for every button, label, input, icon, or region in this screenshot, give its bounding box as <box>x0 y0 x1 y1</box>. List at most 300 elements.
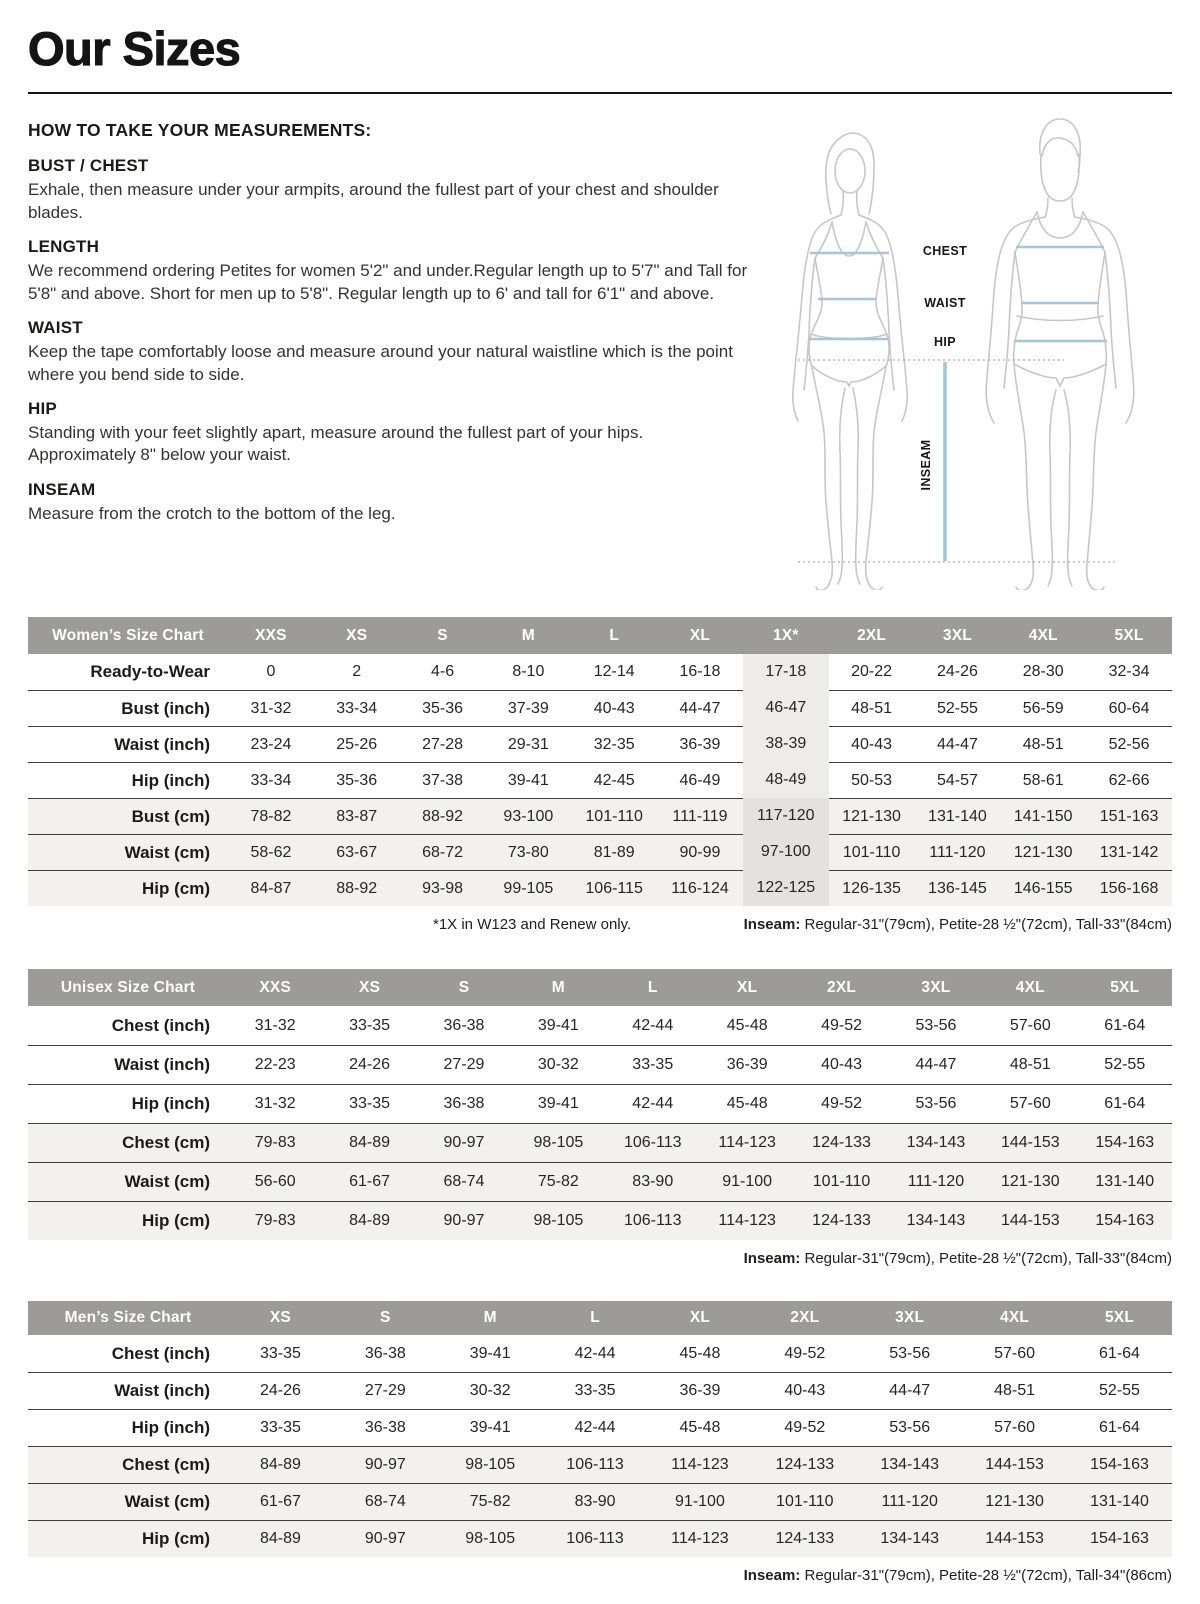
size-value-cell: 49-52 <box>752 1409 857 1446</box>
size-value-cell: 39-41 <box>511 1006 605 1045</box>
row-label: Waist (inch) <box>28 1045 228 1084</box>
size-value-cell: 44-47 <box>915 726 1001 762</box>
size-value-cell: 58-62 <box>228 834 314 870</box>
size-value-cell: 101-110 <box>829 834 915 870</box>
size-value-cell: 131-140 <box>1067 1483 1172 1520</box>
size-value-cell: 90-97 <box>333 1446 438 1483</box>
size-column-header: 3XL <box>915 617 1001 654</box>
size-value-cell: 40-43 <box>829 726 915 762</box>
size-value-cell: 122-125 <box>743 870 829 906</box>
size-column-header: 2XL <box>794 969 888 1006</box>
inseam-note-text: Regular-31"(79cm), Petite-28 ½"(72cm), Tall-33"(84cm) <box>800 1250 1172 1268</box>
size-value-cell: 97-100 <box>743 834 829 870</box>
size-value-cell: 106-113 <box>606 1123 700 1162</box>
section-text: Standing with your feet slightly apart, measure around the fullest part of your hips. Approximately 8" below your waist. <box>28 422 644 465</box>
size-value-cell: 57-60 <box>983 1006 1077 1045</box>
size-value-cell: 124-133 <box>752 1520 857 1557</box>
size-charts-section <box>28 617 1172 1584</box>
unisex-size-chart-table <box>28 969 1172 1240</box>
section-text: Measure from the crotch to the bottom of the leg. <box>28 503 396 523</box>
size-value-cell: 24-26 <box>322 1045 416 1084</box>
size-value-cell: 61-64 <box>1078 1006 1172 1045</box>
size-column-header: 3XL <box>857 1301 962 1335</box>
size-value-cell: 68-74 <box>333 1483 438 1520</box>
size-column-header: XS <box>314 617 400 654</box>
row-label: Chest (cm) <box>28 1446 228 1483</box>
size-value-cell: 36-39 <box>648 1372 753 1409</box>
size-value-cell: 27-29 <box>417 1045 511 1084</box>
size-value-cell: 36-39 <box>657 726 743 762</box>
size-value-cell: 114-123 <box>648 1446 753 1483</box>
size-value-cell: 106-113 <box>606 1201 700 1240</box>
row-label: Chest (cm) <box>28 1123 228 1162</box>
size-value-cell: 134-143 <box>889 1123 983 1162</box>
table-title: Men’s Size Chart <box>28 1301 228 1335</box>
row-label: Chest (inch) <box>28 1335 228 1372</box>
size-value-cell: 27-28 <box>400 726 486 762</box>
size-value-cell: 93-98 <box>400 870 486 906</box>
size-value-cell: 134-143 <box>889 1201 983 1240</box>
table-title: Unisex Size Chart <box>28 969 228 1006</box>
size-column-header: XL <box>700 969 794 1006</box>
size-value-cell: 61-64 <box>1067 1335 1172 1372</box>
size-column-header: S <box>400 617 486 654</box>
size-value-cell: 114-123 <box>700 1123 794 1162</box>
size-column-header: 5XL <box>1078 969 1172 1006</box>
measurement-row <box>28 1045 1172 1084</box>
size-value-cell: 28-30 <box>1000 654 1086 690</box>
size-value-cell: 154-163 <box>1067 1520 1172 1557</box>
measurement-row <box>28 1201 1172 1240</box>
size-value-cell: 39-41 <box>511 1084 605 1123</box>
section-label: LENGTH <box>28 237 100 257</box>
size-value-cell: 56-60 <box>228 1162 322 1201</box>
womens-chart-notes <box>28 916 1172 933</box>
size-value-cell: 84-89 <box>322 1123 416 1162</box>
size-value-cell: 36-38 <box>333 1409 438 1446</box>
size-value-cell: 17-18 <box>743 654 829 690</box>
size-value-cell: 39-41 <box>438 1335 543 1372</box>
size-value-cell: 38-39 <box>743 726 829 762</box>
size-value-cell: 30-32 <box>511 1045 605 1084</box>
size-value-cell: 79-83 <box>228 1123 322 1162</box>
size-value-cell: 57-60 <box>983 1084 1077 1123</box>
size-value-cell: 117-120 <box>743 798 829 834</box>
size-value-cell: 31-32 <box>228 1084 322 1123</box>
size-value-cell: 101-110 <box>571 798 657 834</box>
size-value-cell: 106-113 <box>543 1520 648 1557</box>
size-column-header: 5XL <box>1067 1301 1172 1335</box>
inseam-note-text: Regular-31"(79cm), Petite-28 ½"(72cm), Tall-34"(86cm) <box>800 1567 1172 1585</box>
size-value-cell: 54-57 <box>915 762 1001 798</box>
measurement-row <box>28 1006 1172 1045</box>
size-value-cell: 106-113 <box>543 1446 648 1483</box>
size-value-cell: 61-67 <box>228 1483 333 1520</box>
mens-size-chart-table <box>28 1301 1172 1557</box>
size-value-cell: 75-82 <box>438 1483 543 1520</box>
instructions-column <box>28 120 748 595</box>
size-column-header: M <box>438 1301 543 1335</box>
measurement-row <box>28 1162 1172 1201</box>
measurement-lines <box>808 247 1107 561</box>
size-value-cell: 58-61 <box>1000 762 1086 798</box>
row-label: Hip (cm) <box>28 1201 228 1240</box>
size-value-cell: 53-56 <box>889 1006 983 1045</box>
size-value-cell: 111-119 <box>657 798 743 834</box>
size-value-cell: 32-35 <box>571 726 657 762</box>
unisex-chart-notes <box>28 1250 1172 1267</box>
row-label: Waist (inch) <box>28 1372 228 1409</box>
size-value-cell: 90-97 <box>417 1201 511 1240</box>
hip-label: HIP <box>933 335 957 350</box>
row-label: Chest (inch) <box>28 1006 228 1045</box>
row-label: Waist (cm) <box>28 1483 228 1520</box>
size-value-cell: 48-51 <box>962 1372 1067 1409</box>
mens-chart-notes <box>28 1567 1172 1584</box>
size-value-cell: 114-123 <box>700 1201 794 1240</box>
size-value-cell: 36-38 <box>333 1335 438 1372</box>
size-value-cell: 84-89 <box>228 1446 333 1483</box>
size-value-cell: 141-150 <box>1000 798 1086 834</box>
size-column-header: S <box>417 969 511 1006</box>
size-value-cell: 0 <box>228 654 314 690</box>
size-value-cell: 60-64 <box>1086 690 1172 726</box>
size-value-cell: 75-82 <box>511 1162 605 1201</box>
size-value-cell: 134-143 <box>857 1520 962 1557</box>
size-value-cell: 40-43 <box>571 690 657 726</box>
size-value-cell: 4-6 <box>400 654 486 690</box>
size-value-cell: 99-105 <box>485 870 571 906</box>
size-value-cell: 106-115 <box>571 870 657 906</box>
size-value-cell: 12-14 <box>571 654 657 690</box>
size-value-cell: 48-51 <box>983 1045 1077 1084</box>
size-value-cell: 46-47 <box>743 690 829 726</box>
size-value-cell: 83-90 <box>606 1162 700 1201</box>
section-waist <box>28 318 748 386</box>
size-value-cell: 33-35 <box>322 1084 416 1123</box>
row-label: Hip (cm) <box>28 1520 228 1557</box>
size-value-cell: 33-34 <box>228 762 314 798</box>
row-label: Hip (inch) <box>28 1409 228 1446</box>
row-label: Waist (cm) <box>28 1162 228 1201</box>
size-value-cell: 121-130 <box>962 1483 1067 1520</box>
size-column-header: 2XL <box>752 1301 857 1335</box>
size-value-cell: 126-135 <box>829 870 915 906</box>
size-value-cell: 48-51 <box>829 690 915 726</box>
section-label: HIP <box>28 398 57 418</box>
size-value-cell: 36-38 <box>417 1006 511 1045</box>
section-label: BUST / CHEST <box>28 156 149 176</box>
size-value-cell: 35-36 <box>400 690 486 726</box>
size-value-cell: 88-92 <box>400 798 486 834</box>
size-value-cell: 49-52 <box>794 1084 888 1123</box>
size-value-cell: 25-26 <box>314 726 400 762</box>
measurement-row <box>28 1372 1172 1409</box>
size-column-header: L <box>543 1301 648 1335</box>
row-label: Hip (inch) <box>28 762 228 798</box>
measurement-instructions-section <box>28 120 1172 595</box>
size-value-cell: 84-89 <box>322 1201 416 1240</box>
section-label: WAIST <box>28 318 83 338</box>
size-value-cell: 23-24 <box>228 726 314 762</box>
measurement-row <box>28 1446 1172 1483</box>
size-column-header: S <box>333 1301 438 1335</box>
size-value-cell: 31-32 <box>228 1006 322 1045</box>
row-label: Hip (inch) <box>28 1084 228 1123</box>
size-value-cell: 48-51 <box>1000 726 1086 762</box>
measurement-row <box>28 1084 1172 1123</box>
womens-1x-footnote: *1X in W123 and Renew only. <box>433 916 632 934</box>
size-column-header: XXS <box>228 617 314 654</box>
size-value-cell: 81-89 <box>571 834 657 870</box>
size-value-cell: 37-39 <box>485 690 571 726</box>
size-value-cell: 27-29 <box>333 1372 438 1409</box>
size-value-cell: 111-120 <box>857 1483 962 1520</box>
row-label: Bust (inch) <box>28 690 228 726</box>
size-value-cell: 68-72 <box>400 834 486 870</box>
size-value-cell: 50-53 <box>829 762 915 798</box>
size-value-cell: 131-140 <box>915 798 1001 834</box>
size-value-cell: 84-89 <box>228 1520 333 1557</box>
size-value-cell: 111-120 <box>915 834 1001 870</box>
inseam-label: INSEAM <box>919 439 933 491</box>
size-value-cell: 53-56 <box>889 1084 983 1123</box>
size-value-cell: 39-41 <box>438 1409 543 1446</box>
inseam-note-label: Inseam: <box>743 1250 801 1268</box>
size-value-cell: 37-38 <box>400 762 486 798</box>
size-value-cell: 144-153 <box>962 1520 1067 1557</box>
size-value-cell: 52-55 <box>1067 1372 1172 1409</box>
size-value-cell: 88-92 <box>314 870 400 906</box>
size-value-cell: 8-10 <box>485 654 571 690</box>
size-value-cell: 48-49 <box>743 762 829 798</box>
waist-label: WAIST <box>924 296 966 311</box>
size-value-cell: 63-67 <box>314 834 400 870</box>
size-value-cell: 20-22 <box>829 654 915 690</box>
size-value-cell: 90-97 <box>417 1123 511 1162</box>
size-value-cell: 73-80 <box>485 834 571 870</box>
size-value-cell: 144-153 <box>983 1201 1077 1240</box>
size-value-cell: 36-38 <box>417 1084 511 1123</box>
size-value-cell: 61-67 <box>322 1162 416 1201</box>
table-title: Women’s Size Chart <box>28 617 228 654</box>
size-value-cell: 121-130 <box>1000 834 1086 870</box>
size-value-cell: 83-87 <box>314 798 400 834</box>
size-value-cell: 36-39 <box>700 1045 794 1084</box>
size-value-cell: 42-45 <box>571 762 657 798</box>
size-column-header: XL <box>657 617 743 654</box>
size-value-cell: 78-82 <box>228 798 314 834</box>
size-value-cell: 45-48 <box>700 1084 794 1123</box>
size-column-header: L <box>571 617 657 654</box>
size-value-cell: 144-153 <box>983 1123 1077 1162</box>
size-value-cell: 49-52 <box>794 1006 888 1045</box>
measurement-row <box>28 1123 1172 1162</box>
size-value-cell: 57-60 <box>962 1335 1067 1372</box>
size-value-cell: 131-140 <box>1078 1162 1172 1201</box>
size-value-cell: 35-36 <box>314 762 400 798</box>
size-value-cell: 40-43 <box>752 1372 857 1409</box>
section-text: Keep the tape comfortably loose and measure around your natural waistline which is the point where you bend side to side. <box>28 342 733 384</box>
instructions-heading: HOW TO TAKE YOUR MEASUREMENTS: <box>28 120 372 141</box>
size-value-cell: 30-32 <box>438 1372 543 1409</box>
inseam-note-text: Regular-31"(79cm), Petite-28 ½"(72cm), Tall-33"(84cm) <box>800 916 1172 934</box>
measurement-row <box>28 1409 1172 1446</box>
size-value-cell: 124-133 <box>794 1201 888 1240</box>
size-value-cell: 46-49 <box>657 762 743 798</box>
measurement-row <box>28 1335 1172 1372</box>
size-value-cell: 45-48 <box>700 1006 794 1045</box>
size-value-cell: 2 <box>314 654 400 690</box>
size-value-cell: 134-143 <box>857 1446 962 1483</box>
size-column-header: XXS <box>228 969 322 1006</box>
size-value-cell: 45-48 <box>648 1409 753 1446</box>
size-value-cell: 101-110 <box>752 1483 857 1520</box>
size-value-cell: 42-44 <box>543 1335 648 1372</box>
size-value-cell: 33-35 <box>322 1006 416 1045</box>
size-value-cell: 24-26 <box>228 1372 333 1409</box>
size-value-cell: 39-41 <box>485 762 571 798</box>
section-inseam <box>28 480 748 525</box>
size-value-cell: 154-163 <box>1078 1123 1172 1162</box>
male-figure-outline <box>986 119 1134 590</box>
female-figure-outline <box>793 133 908 590</box>
size-value-cell: 79-83 <box>228 1201 322 1240</box>
body-measurement-illustration <box>752 110 1172 590</box>
measurement-row <box>28 690 1172 726</box>
size-value-cell: 124-133 <box>794 1123 888 1162</box>
inseam-note-label: Inseam: <box>743 1567 801 1585</box>
section-length <box>28 237 748 305</box>
row-label: Waist (cm) <box>28 834 228 870</box>
size-column-header: L <box>606 969 700 1006</box>
measurement-row <box>28 762 1172 798</box>
size-value-cell: 42-44 <box>606 1006 700 1045</box>
section-bust-chest <box>28 156 748 224</box>
size-value-cell: 98-105 <box>438 1446 543 1483</box>
size-value-cell: 136-145 <box>915 870 1001 906</box>
size-value-cell: 45-48 <box>648 1335 753 1372</box>
size-column-header: 4XL <box>1000 617 1086 654</box>
size-value-cell: 42-44 <box>543 1409 648 1446</box>
size-column-header: M <box>511 969 605 1006</box>
size-value-cell: 98-105 <box>511 1201 605 1240</box>
size-value-cell: 131-142 <box>1086 834 1172 870</box>
size-value-cell: 98-105 <box>511 1123 605 1162</box>
size-value-cell: 31-32 <box>228 690 314 726</box>
size-value-cell: 33-35 <box>228 1335 333 1372</box>
size-column-header: 4XL <box>962 1301 1067 1335</box>
size-value-cell: 101-110 <box>794 1162 888 1201</box>
size-value-cell: 53-56 <box>857 1409 962 1446</box>
measurement-row <box>28 1520 1172 1557</box>
measurement-row <box>28 1483 1172 1520</box>
size-value-cell: 121-130 <box>983 1162 1077 1201</box>
section-label: INSEAM <box>28 479 96 499</box>
size-value-cell: 61-64 <box>1067 1409 1172 1446</box>
size-value-cell: 90-97 <box>333 1520 438 1557</box>
size-value-cell: 156-168 <box>1086 870 1172 906</box>
size-column-header: 1X* <box>743 617 829 654</box>
size-column-header: XS <box>228 1301 333 1335</box>
section-hip <box>28 399 748 467</box>
size-column-header: 5XL <box>1086 617 1172 654</box>
measurement-row <box>28 798 1172 834</box>
size-value-cell: 52-55 <box>915 690 1001 726</box>
size-value-cell: 53-56 <box>857 1335 962 1372</box>
title-divider <box>28 92 1172 94</box>
size-value-cell: 93-100 <box>485 798 571 834</box>
size-value-cell: 91-100 <box>648 1483 753 1520</box>
size-value-cell: 68-74 <box>417 1162 511 1201</box>
row-label: Waist (inch) <box>28 726 228 762</box>
size-value-cell: 24-26 <box>915 654 1001 690</box>
womens-inseam-note <box>744 916 1172 933</box>
size-value-cell: 44-47 <box>857 1372 962 1409</box>
size-value-cell: 29-31 <box>485 726 571 762</box>
womens-size-chart-table <box>28 617 1172 906</box>
size-value-cell: 144-153 <box>962 1446 1067 1483</box>
page-title: Our Sizes <box>28 22 241 75</box>
size-value-cell: 146-155 <box>1000 870 1086 906</box>
size-value-cell: 90-99 <box>657 834 743 870</box>
row-label: Bust (cm) <box>28 798 228 834</box>
size-value-cell: 83-90 <box>543 1483 648 1520</box>
size-value-cell: 32-34 <box>1086 654 1172 690</box>
size-value-cell: 22-23 <box>228 1045 322 1084</box>
size-value-cell: 42-44 <box>606 1084 700 1123</box>
size-value-cell: 61-64 <box>1078 1084 1172 1123</box>
size-column-header: XS <box>322 969 416 1006</box>
size-column-header: M <box>485 617 571 654</box>
size-value-cell: 16-18 <box>657 654 743 690</box>
size-value-cell: 44-47 <box>657 690 743 726</box>
measurement-row <box>28 654 1172 690</box>
size-value-cell: 33-35 <box>606 1045 700 1084</box>
size-value-cell: 33-34 <box>314 690 400 726</box>
size-value-cell: 62-66 <box>1086 762 1172 798</box>
size-value-cell: 33-35 <box>228 1409 333 1446</box>
size-column-header: 3XL <box>889 969 983 1006</box>
measurement-row <box>28 870 1172 906</box>
row-label: Hip (cm) <box>28 870 228 906</box>
size-value-cell: 49-52 <box>752 1335 857 1372</box>
size-value-cell: 124-133 <box>752 1446 857 1483</box>
size-column-header: XL <box>648 1301 753 1335</box>
size-value-cell: 40-43 <box>794 1045 888 1084</box>
measurement-row <box>28 726 1172 762</box>
size-value-cell: 91-100 <box>700 1162 794 1201</box>
size-value-cell: 121-130 <box>829 798 915 834</box>
size-value-cell: 151-163 <box>1086 798 1172 834</box>
size-value-cell: 154-163 <box>1067 1446 1172 1483</box>
size-value-cell: 52-55 <box>1078 1045 1172 1084</box>
size-value-cell: 84-87 <box>228 870 314 906</box>
size-column-header: 2XL <box>829 617 915 654</box>
size-column-header: 4XL <box>983 969 1077 1006</box>
size-value-cell: 116-124 <box>657 870 743 906</box>
row-label: Ready-to-Wear <box>28 654 228 690</box>
size-value-cell: 56-59 <box>1000 690 1086 726</box>
section-text: We recommend ordering Petites for women 5'2" and under.Regular length up to 5'7" and Tall for 5'8" and above. Short for men up to 5'8". Regular length up to 6' and tall for 6'1" and above. <box>28 261 748 303</box>
measurement-diagram <box>752 110 1172 595</box>
size-value-cell: 98-105 <box>438 1520 543 1557</box>
measurement-row <box>28 834 1172 870</box>
size-value-cell: 44-47 <box>889 1045 983 1084</box>
size-value-cell: 52-56 <box>1086 726 1172 762</box>
size-value-cell: 33-35 <box>543 1372 648 1409</box>
size-value-cell: 154-163 <box>1078 1201 1172 1240</box>
